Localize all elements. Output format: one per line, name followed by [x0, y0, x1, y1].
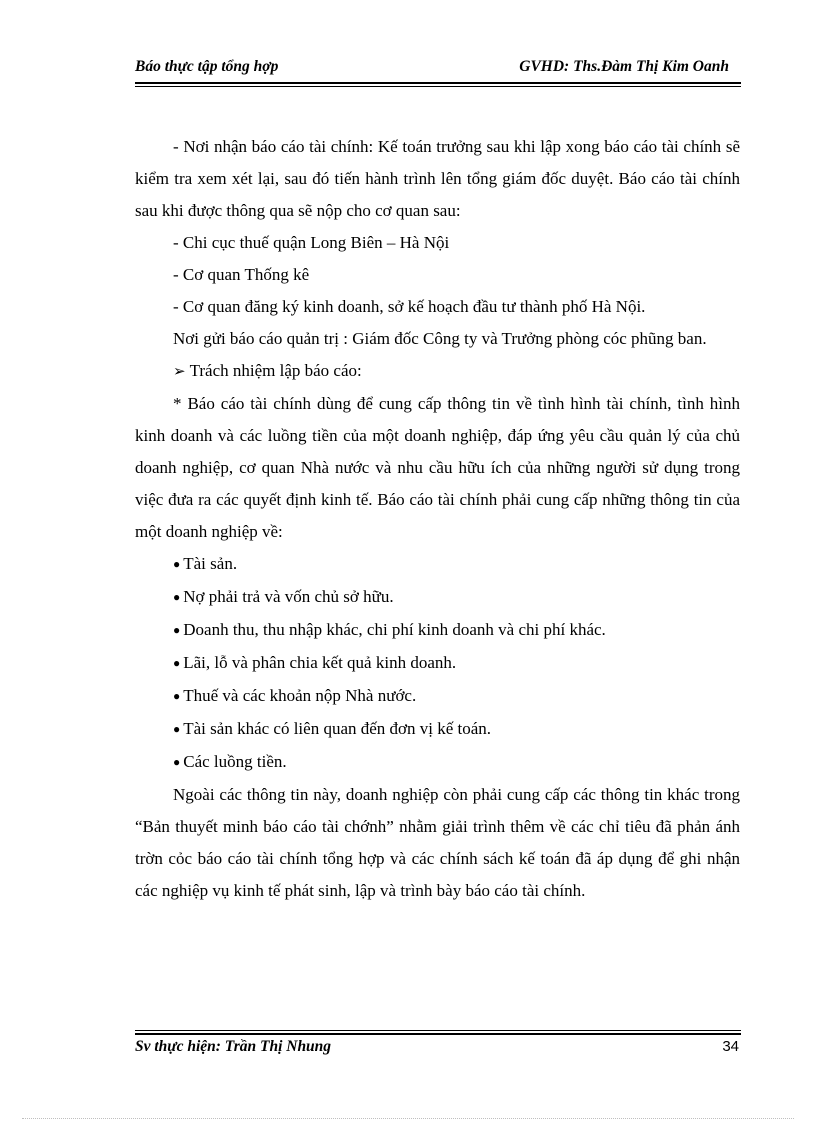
header-rule [135, 82, 741, 84]
footer-rule [135, 1033, 741, 1035]
bullet-text: Nợ phải trả và vốn chủ sở hữu. [183, 587, 394, 606]
header-rule-thin [135, 86, 741, 87]
list-item: - Chi cục thuế quận Long Biên – Hà Nội [173, 233, 450, 252]
report-title: Báo thực tập tổng hợp [135, 58, 279, 75]
bullet-icon: ● [173, 656, 181, 670]
bullet-item [135, 647, 740, 680]
page-edge [22, 1118, 794, 1119]
bullet-item [135, 581, 740, 614]
list-item: - Cơ quan Thống kê [173, 265, 310, 284]
bullet-text: Thuế và các khoản nộp Nhà nước. [183, 686, 417, 705]
bullet-item [135, 548, 740, 581]
student-name: Sv thực hiện: Trần Thị Nhung [135, 1038, 332, 1055]
paragraph-notes: Ngoài các thông tin này, doanh nghiệp còn phải cung cấp các thông tin khác trong “Bản thuyết minh báo cáo tài chớnh” nhằm giải trình thêm về các chỉ tiêu đã phản ánh trờn cỏc báo cáo tài chính tổng hợp và các chính sách kế toán đã áp dụng để ghi nhận các nghiệp vụ kinh tế phát sinh, lập và trình bày báo cáo tài chính. [135, 785, 740, 900]
bullet-item [135, 746, 740, 779]
section-heading [135, 355, 740, 388]
bullet-icon: ● [173, 755, 181, 769]
footer-rule-thin [135, 1030, 741, 1031]
arrow-bullet-icon: ➢ [173, 364, 186, 380]
bullet-icon: ● [173, 590, 181, 604]
paragraph-report-recipients: - Nơi nhận báo cáo tài chính: Kế toán trưởng sau khi lập xong báo cáo tài chính sẽ kiểm tra xem xét lại, sau đó tiến hành trình lên tổng giám đốc duyệt. Báo cáo tài chính sau khi được thông qua sẽ nộp cho cơ quan sau: [135, 137, 740, 220]
list-item: - Cơ quan đăng ký kinh doanh, sở kế hoạch đầu tư thành phố Hà Nội. [173, 297, 646, 316]
bullet-text: Các luồng tiền. [183, 752, 287, 771]
bullet-icon: ● [173, 557, 181, 571]
bullet-text: Tài sản. [183, 554, 238, 573]
bullet-item [135, 713, 740, 746]
bullet-item [135, 680, 740, 713]
bullet-icon: ● [173, 689, 181, 703]
paragraph-management-report: Nơi gửi báo cáo quản trị : Giám đốc Công ty và Trưởng phòng cóc phũng ban. [173, 329, 707, 348]
bullet-text: Doanh thu, thu nhập khác, chi phí kinh doanh và chi phí khác. [183, 620, 606, 639]
bullet-item [135, 614, 740, 647]
bullet-text: Tài sản khác có liên quan đến đơn vị kế toán. [183, 719, 492, 738]
page-body [135, 131, 740, 907]
page-header [135, 58, 741, 80]
section-heading-text: Trách nhiệm lập báo cáo: [189, 361, 362, 380]
bullet-icon: ● [173, 623, 181, 637]
page-number: 34 [722, 1038, 739, 1055]
supervisor-name: GVHD: Ths.Đàm Thị Kim Oanh [519, 58, 729, 75]
paragraph-financial-statements: * Báo cáo tài chính dùng để cung cấp thông tin về tình hình tài chính, tình hình kinh doanh và các luồng tiền của một doanh nghiệp, đáp ứng yêu cầu quản lý của chủ doanh nghiệp, cơ quan Nhà nước và nhu cầu hữu ích của những người sử dụng trong việc đưa ra các quyết định kinh tế. Báo cáo tài chính phải cung cấp những thông tin của một doanh nghiệp về: [135, 394, 740, 541]
bullet-text: Lãi, lỗ và phân chia kết quả kinh doanh. [183, 653, 457, 672]
bullet-icon: ● [173, 722, 181, 736]
